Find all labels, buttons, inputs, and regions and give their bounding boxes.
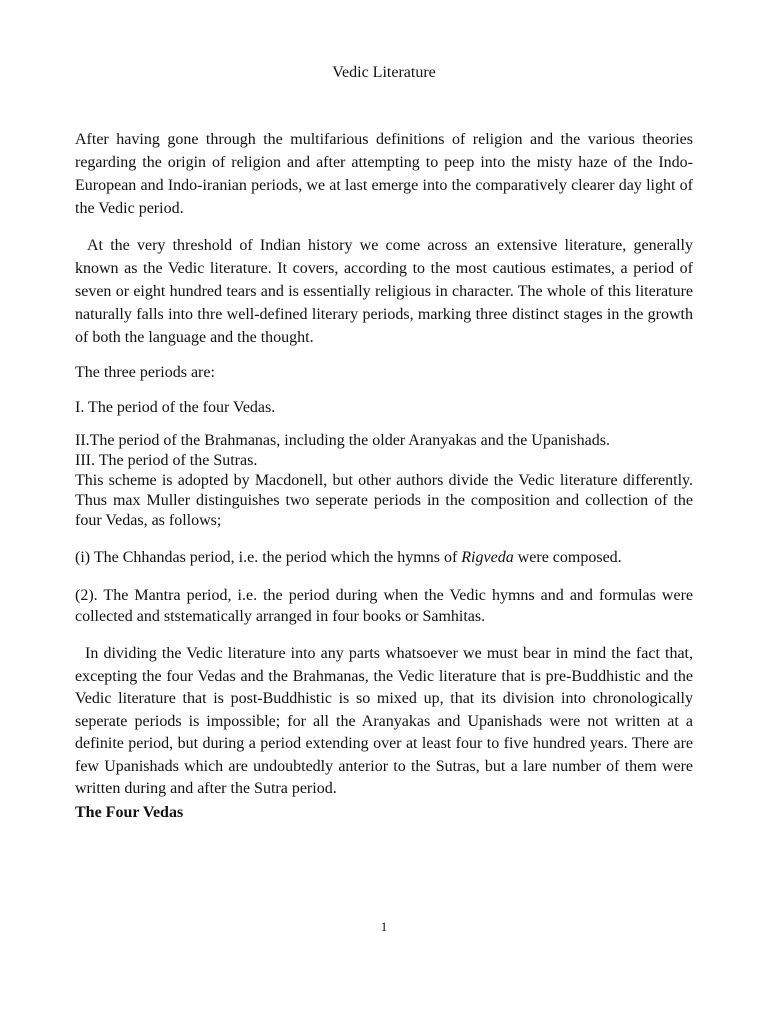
paragraph-three-periods-intro: The three periods are: bbox=[75, 364, 215, 381]
paragraph-dividing: In dividing the Vedic literature into any parts whatsoever we must bear in mind the fact that, excepting the four Vedas and the Brahmanas, the Vedic literature that is pre-Buddhistic and the Vedic literature that is post-Buddhistic is so mixed up, that its division into chronologically seperate periods is impossible; for all the Aranyakas and Upanishads were not written at a definite period, but during a period extending over at least four to five hundred years. There are few Upanishads which are undoubtedly anterior to the Sutras, but a lare number of them were written during and after the Sutra period. bbox=[75, 645, 693, 797]
section-heading: The Four Vedas bbox=[75, 803, 184, 821]
list-item-chhandas bbox=[75, 547, 693, 569]
chhandas-text-after: were composed. bbox=[513, 549, 622, 566]
page-title: Vedic Literature bbox=[332, 64, 436, 81]
chhandas-text-italic: Rigveda bbox=[461, 549, 514, 566]
page-number: 1 bbox=[380, 919, 388, 934]
chhandas-text-before: (i) The Chhandas period, i.e. the period which the hymns of bbox=[75, 549, 462, 566]
list-item-period-1: I. The period of the four Vedas. bbox=[75, 399, 276, 416]
paragraph-mantra: (2). The Mantra period, i.e. the period during when the Vedic hymns and and formulas were collected and ststematically arranged in four books or Samhitas. bbox=[75, 587, 693, 625]
document-body bbox=[75, 128, 693, 824]
paragraph-scheme: This scheme is adopted by Macdonell, but other authors divide the Vedic literature differently. Thus max Muller distinguishes two seperate periods in the composition and collection of the four Vedas, as follows; bbox=[75, 472, 693, 529]
list-item-period-3: III. The period of the Sutras. bbox=[75, 452, 258, 469]
list-item-period-2: II.The period of the Brahmanas, including the older Aranyakas and the Upanishads. bbox=[75, 432, 610, 449]
paragraph-intro: After having gone through the multifarious definitions of religion and the various theories regarding the origin of religion and after attempting to peep into the misty haze of the Indo-European and Indo-iranian periods, we at last emerge into the comparatively clearer day light of the Vedic period. bbox=[75, 131, 693, 217]
paragraph-threshold: At the very threshold of Indian history we come across an extensive literature, generally known as the Vedic literature. It covers, according to the most cautious estimates, a period of seven or eight hundred tears and is essentially religious in character. The whole of this literature naturally falls into thre well-defined literary periods, marking three distinct stages in the growth of both the language and the thought. bbox=[75, 237, 693, 346]
